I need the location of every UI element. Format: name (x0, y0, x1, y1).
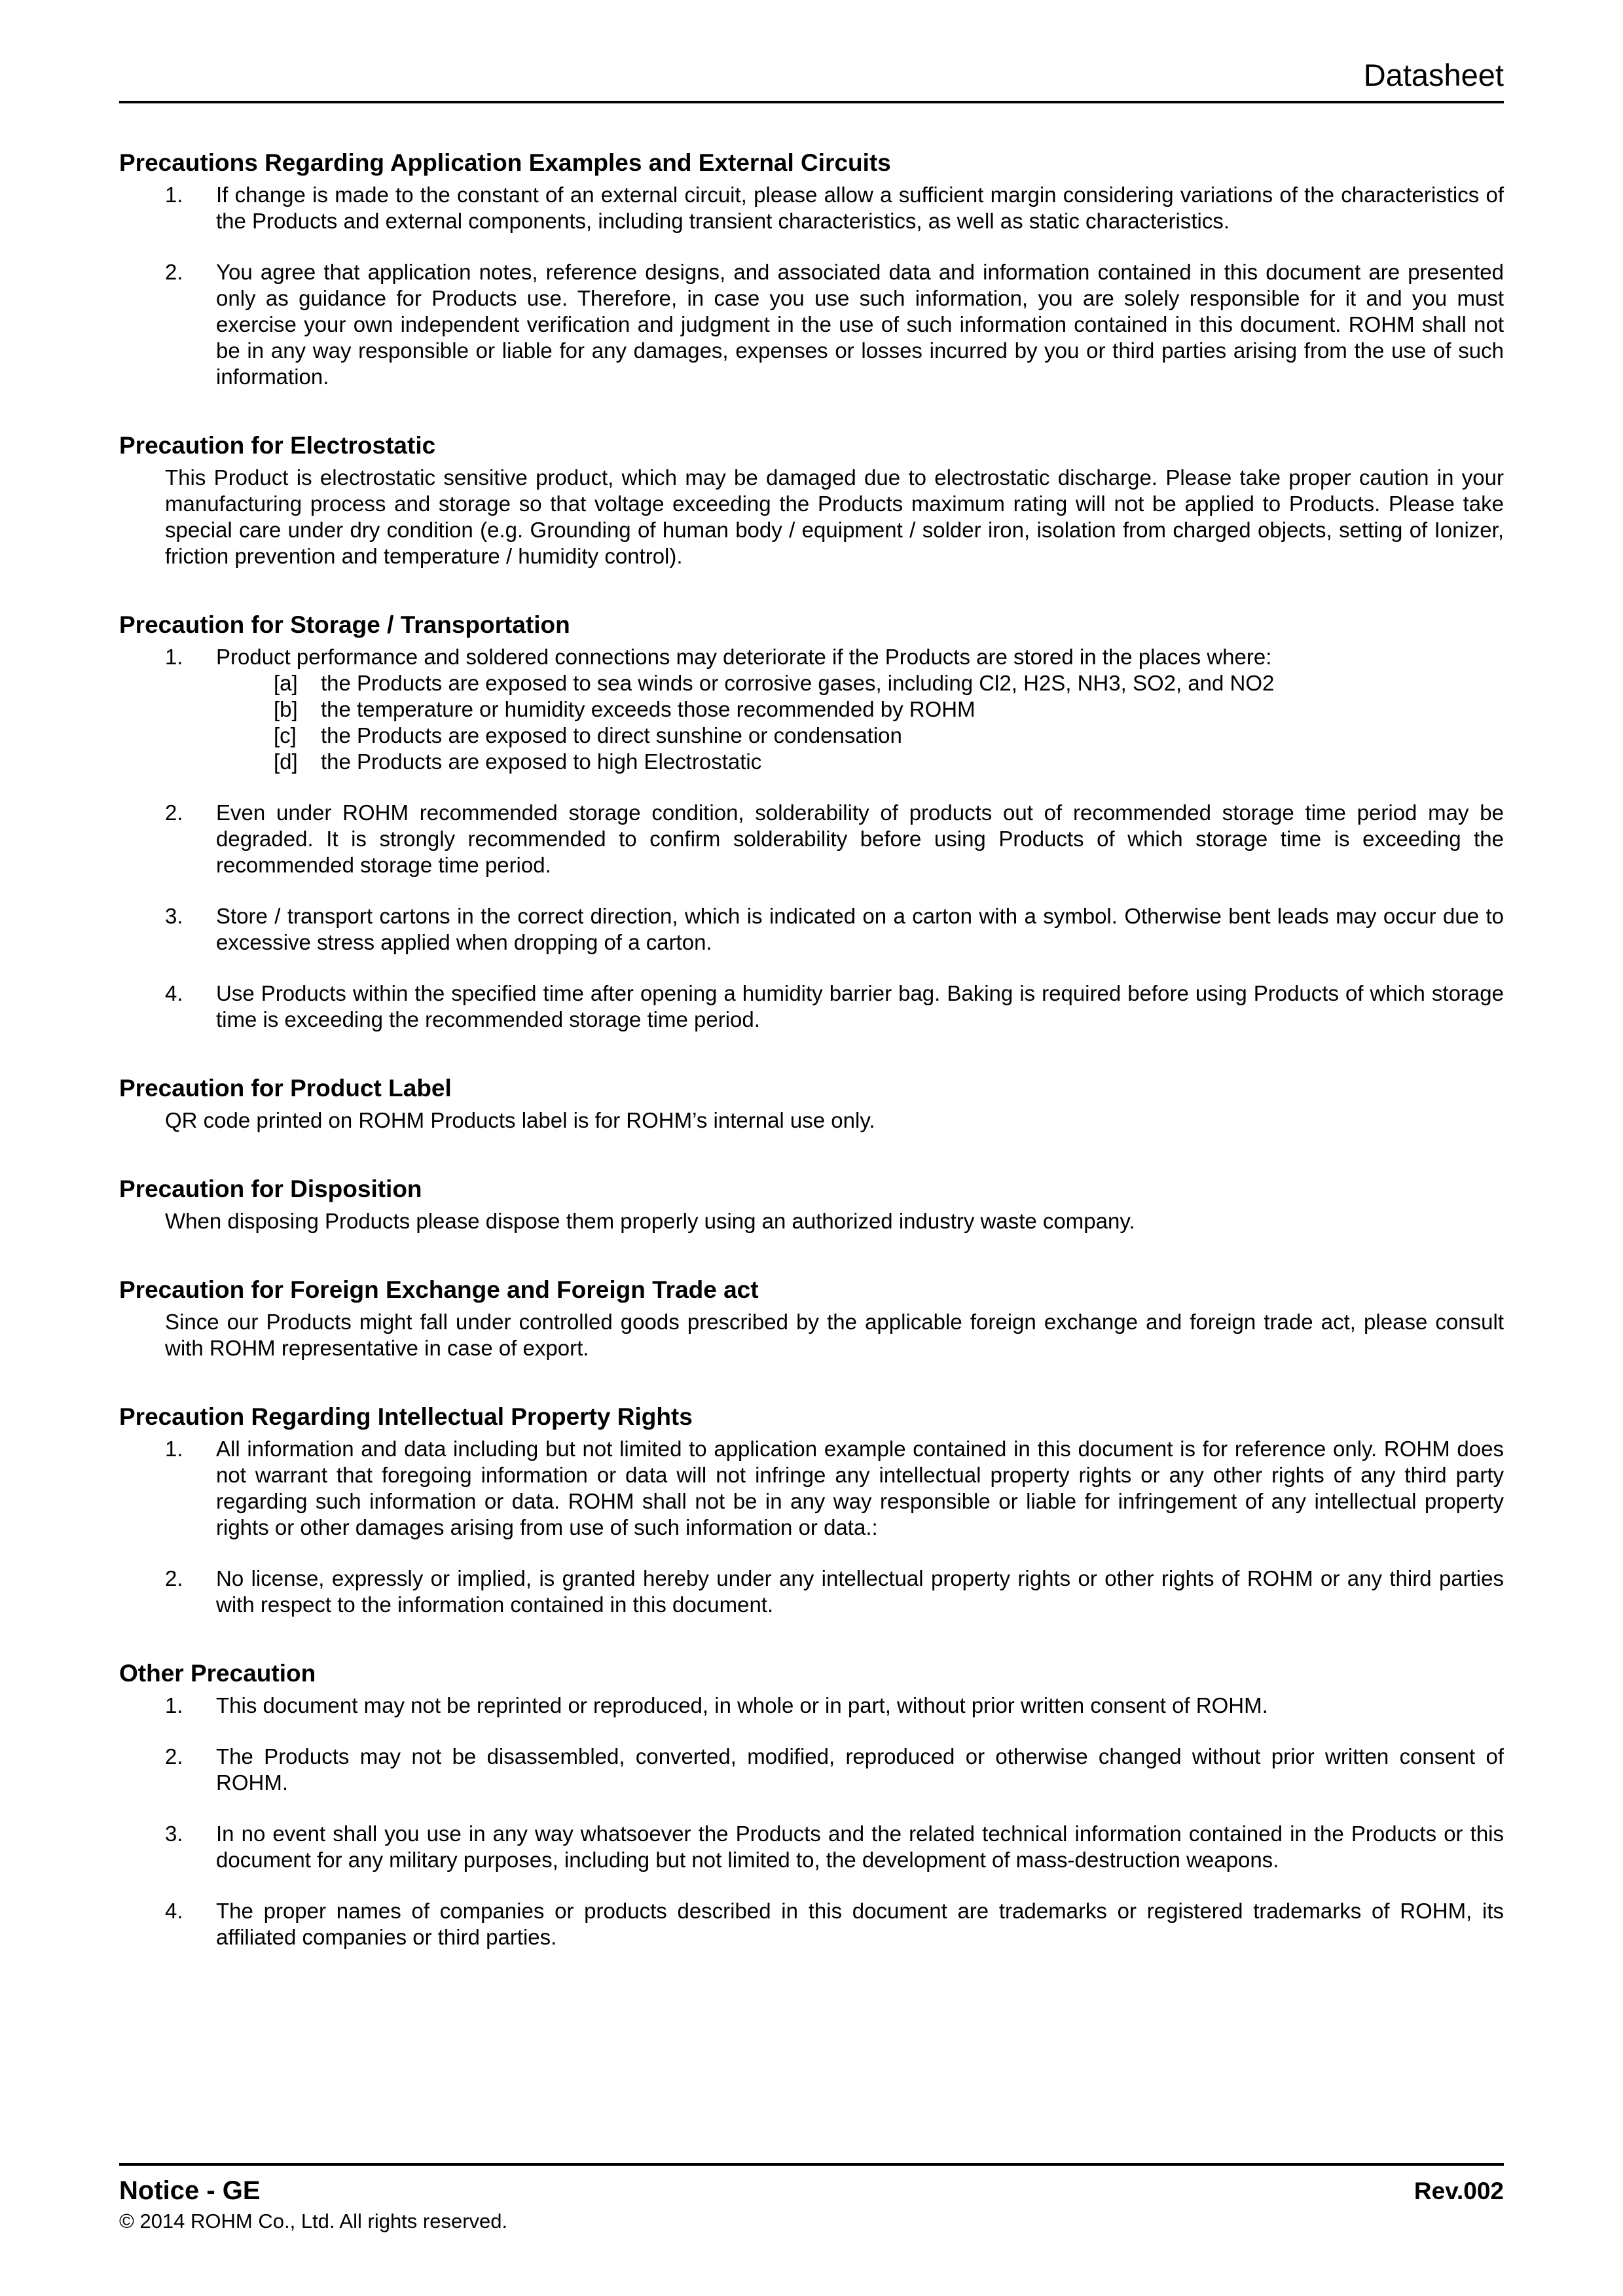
item-body (216, 259, 1504, 390)
item-body (216, 644, 1504, 775)
section-paragraph: This Product is electrostatic sensitive product, which may be damaged due to electrostatic discharge. Please take proper caution in your manufacturing process and storage so that voltage exceeding the Products maximum rating will not be applied to Products. Please take special care under dry condition (e.g. Grounding of human body / equipment / solder iron, isolation from charged objects, setting of Ionizer, friction prevention and temperature / humidity control). (165, 465, 1504, 568)
item-number: 2. (165, 1744, 183, 1768)
item-body (216, 1566, 1504, 1618)
section-heading: Precaution for Storage / Transportation (119, 611, 570, 638)
sub-item (274, 696, 1504, 723)
header-rule (119, 101, 1504, 103)
section (119, 1275, 1504, 1361)
numbered-item (165, 1821, 1504, 1873)
sub-item (274, 670, 1504, 696)
item-body (216, 1898, 1504, 1950)
section (119, 1659, 1504, 1950)
section-heading: Precaution for Product Label (119, 1075, 452, 1102)
section-heading: Precaution for Electrostatic (119, 432, 436, 459)
numbered-item (165, 1693, 1504, 1719)
item-number: 2. (165, 1566, 183, 1590)
section-heading: Precaution Regarding Intellectual Property Rights (119, 1403, 693, 1430)
footer-revision: Rev.002 (1413, 2178, 1504, 2204)
item-text: No license, expressly or implied, is granted hereby under any intellectual property rights or other rights of ROHM or any third parties with respect to the information contained in this document. (216, 1566, 1504, 1617)
sub-item-marker: [d] (274, 749, 298, 774)
sub-item-marker: [b] (274, 697, 298, 721)
item-body (216, 1693, 1504, 1719)
item-number: 4. (165, 981, 183, 1005)
sub-item-marker: [c] (274, 723, 297, 747)
section-heading: Other Precaution (119, 1660, 316, 1687)
sub-item-text: the Products are exposed to high Electrostatic (321, 749, 762, 774)
item-body (216, 1821, 1504, 1873)
page-footer (119, 2163, 1504, 2234)
item-body (216, 903, 1504, 956)
item-number: 1. (165, 645, 183, 669)
item-body (216, 182, 1504, 234)
item-text: This document may not be reprinted or reproduced, in whole or in part, without prior written consent of ROHM. (216, 1693, 1268, 1717)
section (119, 431, 1504, 569)
item-text: Store / transport cartons in the correct direction, which is indicated on a carton with a symbol. Otherwise bent leads may occur due to excessive stress applied when dropping of a carton. (216, 904, 1504, 954)
numbered-item (165, 1566, 1504, 1618)
item-text: You agree that application notes, reference designs, and associated data and information contained in this document are presented only as guidance for Products use. Therefore, in case you use such information, you are solely responsible for it and you must exercise your own independent verification and judgment in the use of such information contained in this document. ROHM shall not be in any way responsible or liable for any damages, expenses or losses incurred by you or third parties arising from the use of such information. (216, 260, 1504, 389)
sub-item (274, 749, 1504, 775)
page-title: Datasheet (1363, 58, 1504, 92)
item-number: 4. (165, 1899, 183, 1923)
item-body (216, 980, 1504, 1033)
item-number: 1. (165, 1437, 183, 1461)
section-paragraph: When disposing Products please dispose them properly using an authorized industry waste company. (165, 1209, 1135, 1233)
section (119, 148, 1504, 390)
footer-row (119, 2175, 1504, 2206)
item-text: Even under ROHM recommended storage condition, solderability of products out of recommended storage time period may be degraded. It is strongly recommended to confirm solderability before using Products of which storage time is exceeding the recommended storage time period. (216, 800, 1504, 877)
footer-copyright: © 2014 ROHM Co., Ltd. All rights reserved. (119, 2210, 508, 2233)
numbered-item (165, 1898, 1504, 1950)
sub-item-marker: [a] (274, 671, 298, 695)
item-text: In no event shall you use in any way whatsoever the Products and the related technical information contained in the Products or this document for any military purposes, including but not limited to, the development of mass-destruction weapons. (216, 1821, 1504, 1872)
item-text: All information and data including but not limited to application example contained in this document is for reference only. ROHM does not warrant that foregoing information or data will not infringe any intellectual property rights or any other rights of any third party regarding such information or data. ROHM shall not be in any way responsible or liable for infringement of any intellectual property rights or other damages arising from use of such information or data.: (216, 1437, 1504, 1539)
item-number: 3. (165, 1821, 183, 1846)
section-heading: Precaution for Foreign Exchange and Foreign Trade act (119, 1276, 759, 1303)
page-header (119, 58, 1504, 103)
item-text: The Products may not be disassembled, converted, modified, reproduced or otherwise changed without prior written consent of ROHM. (216, 1744, 1504, 1795)
item-number: 2. (165, 800, 183, 825)
item-body (216, 1744, 1504, 1796)
footer-doc-name: Notice - GE (119, 2176, 261, 2205)
numbered-item (165, 1744, 1504, 1796)
section (119, 1073, 1504, 1134)
numbered-item (165, 903, 1504, 956)
numbered-item (165, 182, 1504, 234)
item-number: 1. (165, 1693, 183, 1717)
section (119, 1402, 1504, 1618)
numbered-item (165, 259, 1504, 390)
item-number: 2. (165, 260, 183, 284)
section-heading: Precautions Regarding Application Examples and External Circuits (119, 149, 891, 176)
numbered-item (165, 1436, 1504, 1541)
sub-item-text: the Products are exposed to sea winds or corrosive gases, including Cl2, H2S, NH3, SO2, and NO2 (321, 671, 1275, 695)
section-paragraph: QR code printed on ROHM Products label is for ROHM’s internal use only. (165, 1108, 875, 1132)
item-text: Use Products within the specified time after opening a humidity barrier bag. Baking is required before using Products of which storage time is exceeding the recommended storage time period. (216, 981, 1504, 1031)
item-body (216, 1436, 1504, 1541)
numbered-item (165, 644, 1504, 775)
section-paragraph: Since our Products might fall under controlled goods prescribed by the applicable foreign exchange and foreign trade act, please consult with ROHM representative in case of export. (165, 1310, 1504, 1360)
item-text: If change is made to the constant of an external circuit, please allow a sufficient margin considering variations of the characteristics of the Products and external components, including transient characteristics, as well as static characteristics. (216, 183, 1504, 233)
numbered-item (165, 800, 1504, 878)
section-heading: Precaution for Disposition (119, 1175, 422, 1202)
item-number: 1. (165, 183, 183, 207)
item-text: Product performance and soldered connections may deteriorate if the Products are stored in the places where: (216, 645, 1272, 669)
sub-item (274, 723, 1504, 749)
section (119, 1174, 1504, 1234)
sub-item-text: the temperature or humidity exceeds those recommended by ROHM (321, 697, 976, 721)
item-text: The proper names of companies or products described in this document are trademarks or registered trademarks of ROHM, its affiliated companies or third parties. (216, 1899, 1504, 1949)
item-number: 3. (165, 904, 183, 928)
content (119, 148, 1504, 1950)
footer-rule (119, 2163, 1504, 2166)
numbered-item (165, 980, 1504, 1033)
sub-item-text: the Products are exposed to direct sunshine or condensation (321, 723, 902, 747)
section (119, 610, 1504, 1033)
item-body (216, 800, 1504, 878)
